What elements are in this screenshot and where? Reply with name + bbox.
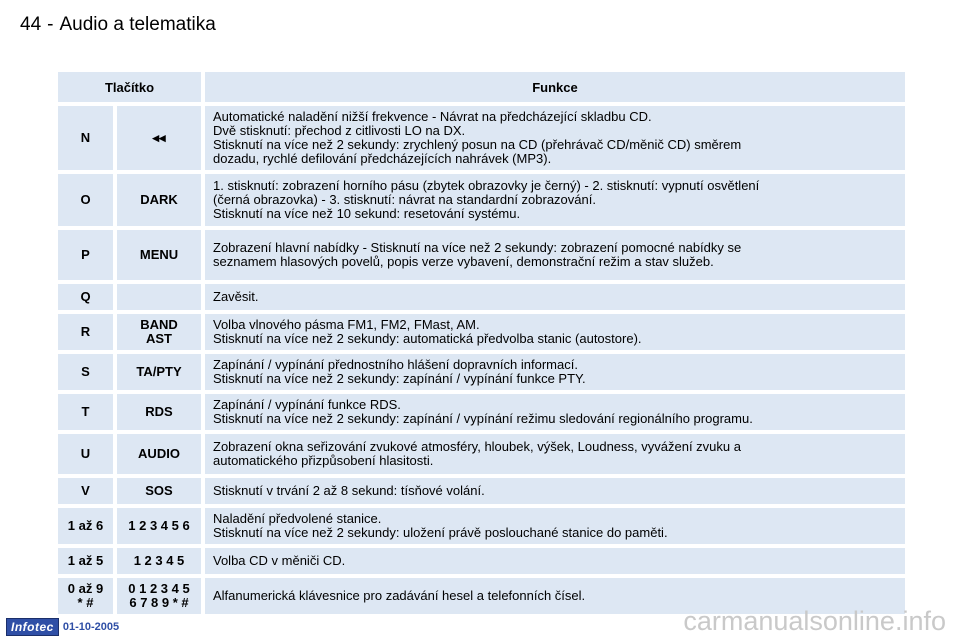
row-button-label <box>113 230 201 280</box>
rewind-icon: ◂◂ <box>152 130 166 145</box>
table-row <box>58 230 905 280</box>
row-key-text: N <box>80 130 91 145</box>
row-button-label <box>113 106 201 170</box>
description-line: Dvě stisknutí: přechod z citlivosti LO na DX. <box>213 123 466 138</box>
table-row <box>58 508 905 544</box>
button-function-table <box>58 68 905 618</box>
header-separator: - <box>47 14 54 35</box>
row-key-text: S <box>81 364 90 379</box>
row-key <box>58 284 113 310</box>
watermark: carmanualsonline.info <box>683 606 946 636</box>
page-header <box>20 14 216 36</box>
button-label-text: SOS <box>145 483 173 498</box>
page-number: 44 <box>20 14 42 35</box>
row-button-label <box>113 548 201 574</box>
footer-date: 01-10-2005 <box>62 621 120 633</box>
description-line: Stisknutí na více než 2 sekundy: zapínání / vypínání režimu sledování regionálního programu. <box>213 411 753 426</box>
button-label-text: DARK <box>140 192 178 207</box>
table-row <box>58 548 905 574</box>
table-row <box>58 434 905 474</box>
button-label-text: AUDIO <box>138 446 180 461</box>
description-line: Automatické naladění nižší frekvence - Návrat na předcházející skladbu CD. <box>213 109 652 124</box>
button-label-text: 1 2 3 4 5 <box>133 553 185 568</box>
description-line: Volba vlnového pásma FM1, FM2, FMast, AM. <box>213 317 480 332</box>
row-key-text: V <box>81 483 90 498</box>
button-label-text: 1 2 3 4 5 6 <box>128 518 190 533</box>
row-key-text: Q <box>80 289 91 304</box>
description-line: Stisknutí na více než 10 sekund: resetování systému. <box>213 206 521 221</box>
row-key-text: U <box>80 446 91 461</box>
description-line: dozadu, rychlé defilování předcházejících nahrávek (MP3). <box>213 151 552 166</box>
row-button-label <box>113 578 201 614</box>
table-row <box>58 284 905 310</box>
description-line: Stisknutí na více než 2 sekundy: automatická předvolba stanic (autostore). <box>213 331 642 346</box>
row-key <box>58 478 113 504</box>
description-line: (černá obrazovka) - 3. stisknutí: návrat na standardní zobrazování. <box>213 192 596 207</box>
description-line: Naladění předvolené stanice. <box>213 511 382 526</box>
row-key <box>58 434 113 474</box>
row-key-text: * # <box>77 595 94 610</box>
row-description <box>201 314 905 350</box>
row-key-text: T <box>81 404 90 419</box>
row-key <box>58 394 113 430</box>
row-key-text: 1 až 5 <box>67 553 104 568</box>
row-key-text: O <box>80 192 91 207</box>
row-key <box>58 548 113 574</box>
row-key-text: 1 až 6 <box>67 518 104 533</box>
button-label-text: RDS <box>145 404 173 419</box>
table-row <box>58 314 905 350</box>
description-line: Stisknutí v trvání 2 až 8 sekund: tísňové volání. <box>213 483 485 498</box>
table-row <box>58 354 905 390</box>
row-key <box>58 314 113 350</box>
row-description <box>201 548 905 574</box>
row-description <box>201 478 905 504</box>
infotec-logo: Infotec <box>6 618 59 636</box>
table-row <box>58 174 905 226</box>
footer <box>6 618 119 636</box>
description-line: Zobrazení okna seřizování zvukové atmosféry, hloubek, výšek, Loudness, vyvážení zvuku a <box>213 439 741 454</box>
description-line: Zapínání / vypínání funkce RDS. <box>213 397 401 412</box>
description-line: Volba CD v měniči CD. <box>213 553 346 568</box>
row-key <box>58 230 113 280</box>
description-line: Zapínání / vypínání přednostního hlášení dopravních informací. <box>213 357 578 372</box>
row-description <box>201 434 905 474</box>
row-description <box>201 284 905 310</box>
page-title: Audio a telematika <box>59 14 216 35</box>
row-description <box>201 394 905 430</box>
table-row <box>58 106 905 170</box>
button-label-text: BAND <box>140 317 178 332</box>
row-key-text: P <box>81 247 90 262</box>
description-line: seznamem hlasových povelů, popis verze vybavení, demonstrační režim a stav služeb. <box>213 254 714 269</box>
row-button-label <box>113 394 201 430</box>
row-key-text: R <box>80 324 91 339</box>
row-button-label <box>113 434 201 474</box>
row-key <box>58 578 113 614</box>
row-description <box>201 508 905 544</box>
row-button-label <box>113 284 201 310</box>
description-line: Stisknutí na více než 2 sekundy: uložení právě poslouchané stanice do paměti. <box>213 525 668 540</box>
description-line: automatického přizpůsobení hlasitosti. <box>213 453 434 468</box>
table-row <box>58 478 905 504</box>
table-header-row <box>58 72 905 102</box>
button-label-text: AST <box>146 331 172 346</box>
row-description <box>201 174 905 226</box>
row-key <box>58 174 113 226</box>
row-button-label <box>113 314 201 350</box>
description-line: Alfanumerická klávesnice pro zadávání hesel a telefonních čísel. <box>213 588 586 603</box>
button-label-text: 6 7 8 9 * # <box>129 595 189 610</box>
row-key-text: 0 až 9 <box>67 581 104 596</box>
row-description <box>201 106 905 170</box>
table-body <box>58 106 905 614</box>
row-description <box>201 230 905 280</box>
row-key <box>58 508 113 544</box>
row-button-label <box>113 478 201 504</box>
row-description <box>201 354 905 390</box>
row-button-label <box>113 354 201 390</box>
button-label-text: 0 1 2 3 4 5 <box>128 581 190 596</box>
row-key <box>58 354 113 390</box>
button-label-text: MENU <box>139 247 179 262</box>
header-function: Funkce <box>201 72 905 102</box>
description-line: Stisknutí na více než 2 sekundy: zapínání / vypínání funkce PTY. <box>213 371 586 386</box>
row-key <box>58 106 113 170</box>
header-button: Tlačítko <box>58 72 201 102</box>
row-button-label <box>113 174 201 226</box>
description-line: Zavěsit. <box>213 289 259 304</box>
button-label-text: TA/PTY <box>136 364 182 379</box>
description-line: 1. stisknutí: zobrazení horního pásu (zbytek obrazovky je černý) - 2. stisknutí: vypnutí osvětlení <box>213 178 760 193</box>
description-line: Stisknutí na více než 2 sekundy: zrychlený posun na CD (přehrávač CD/měnič CD) směrem <box>213 137 742 152</box>
row-button-label <box>113 508 201 544</box>
description-line: Zobrazení hlavní nabídky - Stisknutí na více než 2 sekundy: zobrazení pomocné nabídky se <box>213 240 742 255</box>
table-row <box>58 394 905 430</box>
